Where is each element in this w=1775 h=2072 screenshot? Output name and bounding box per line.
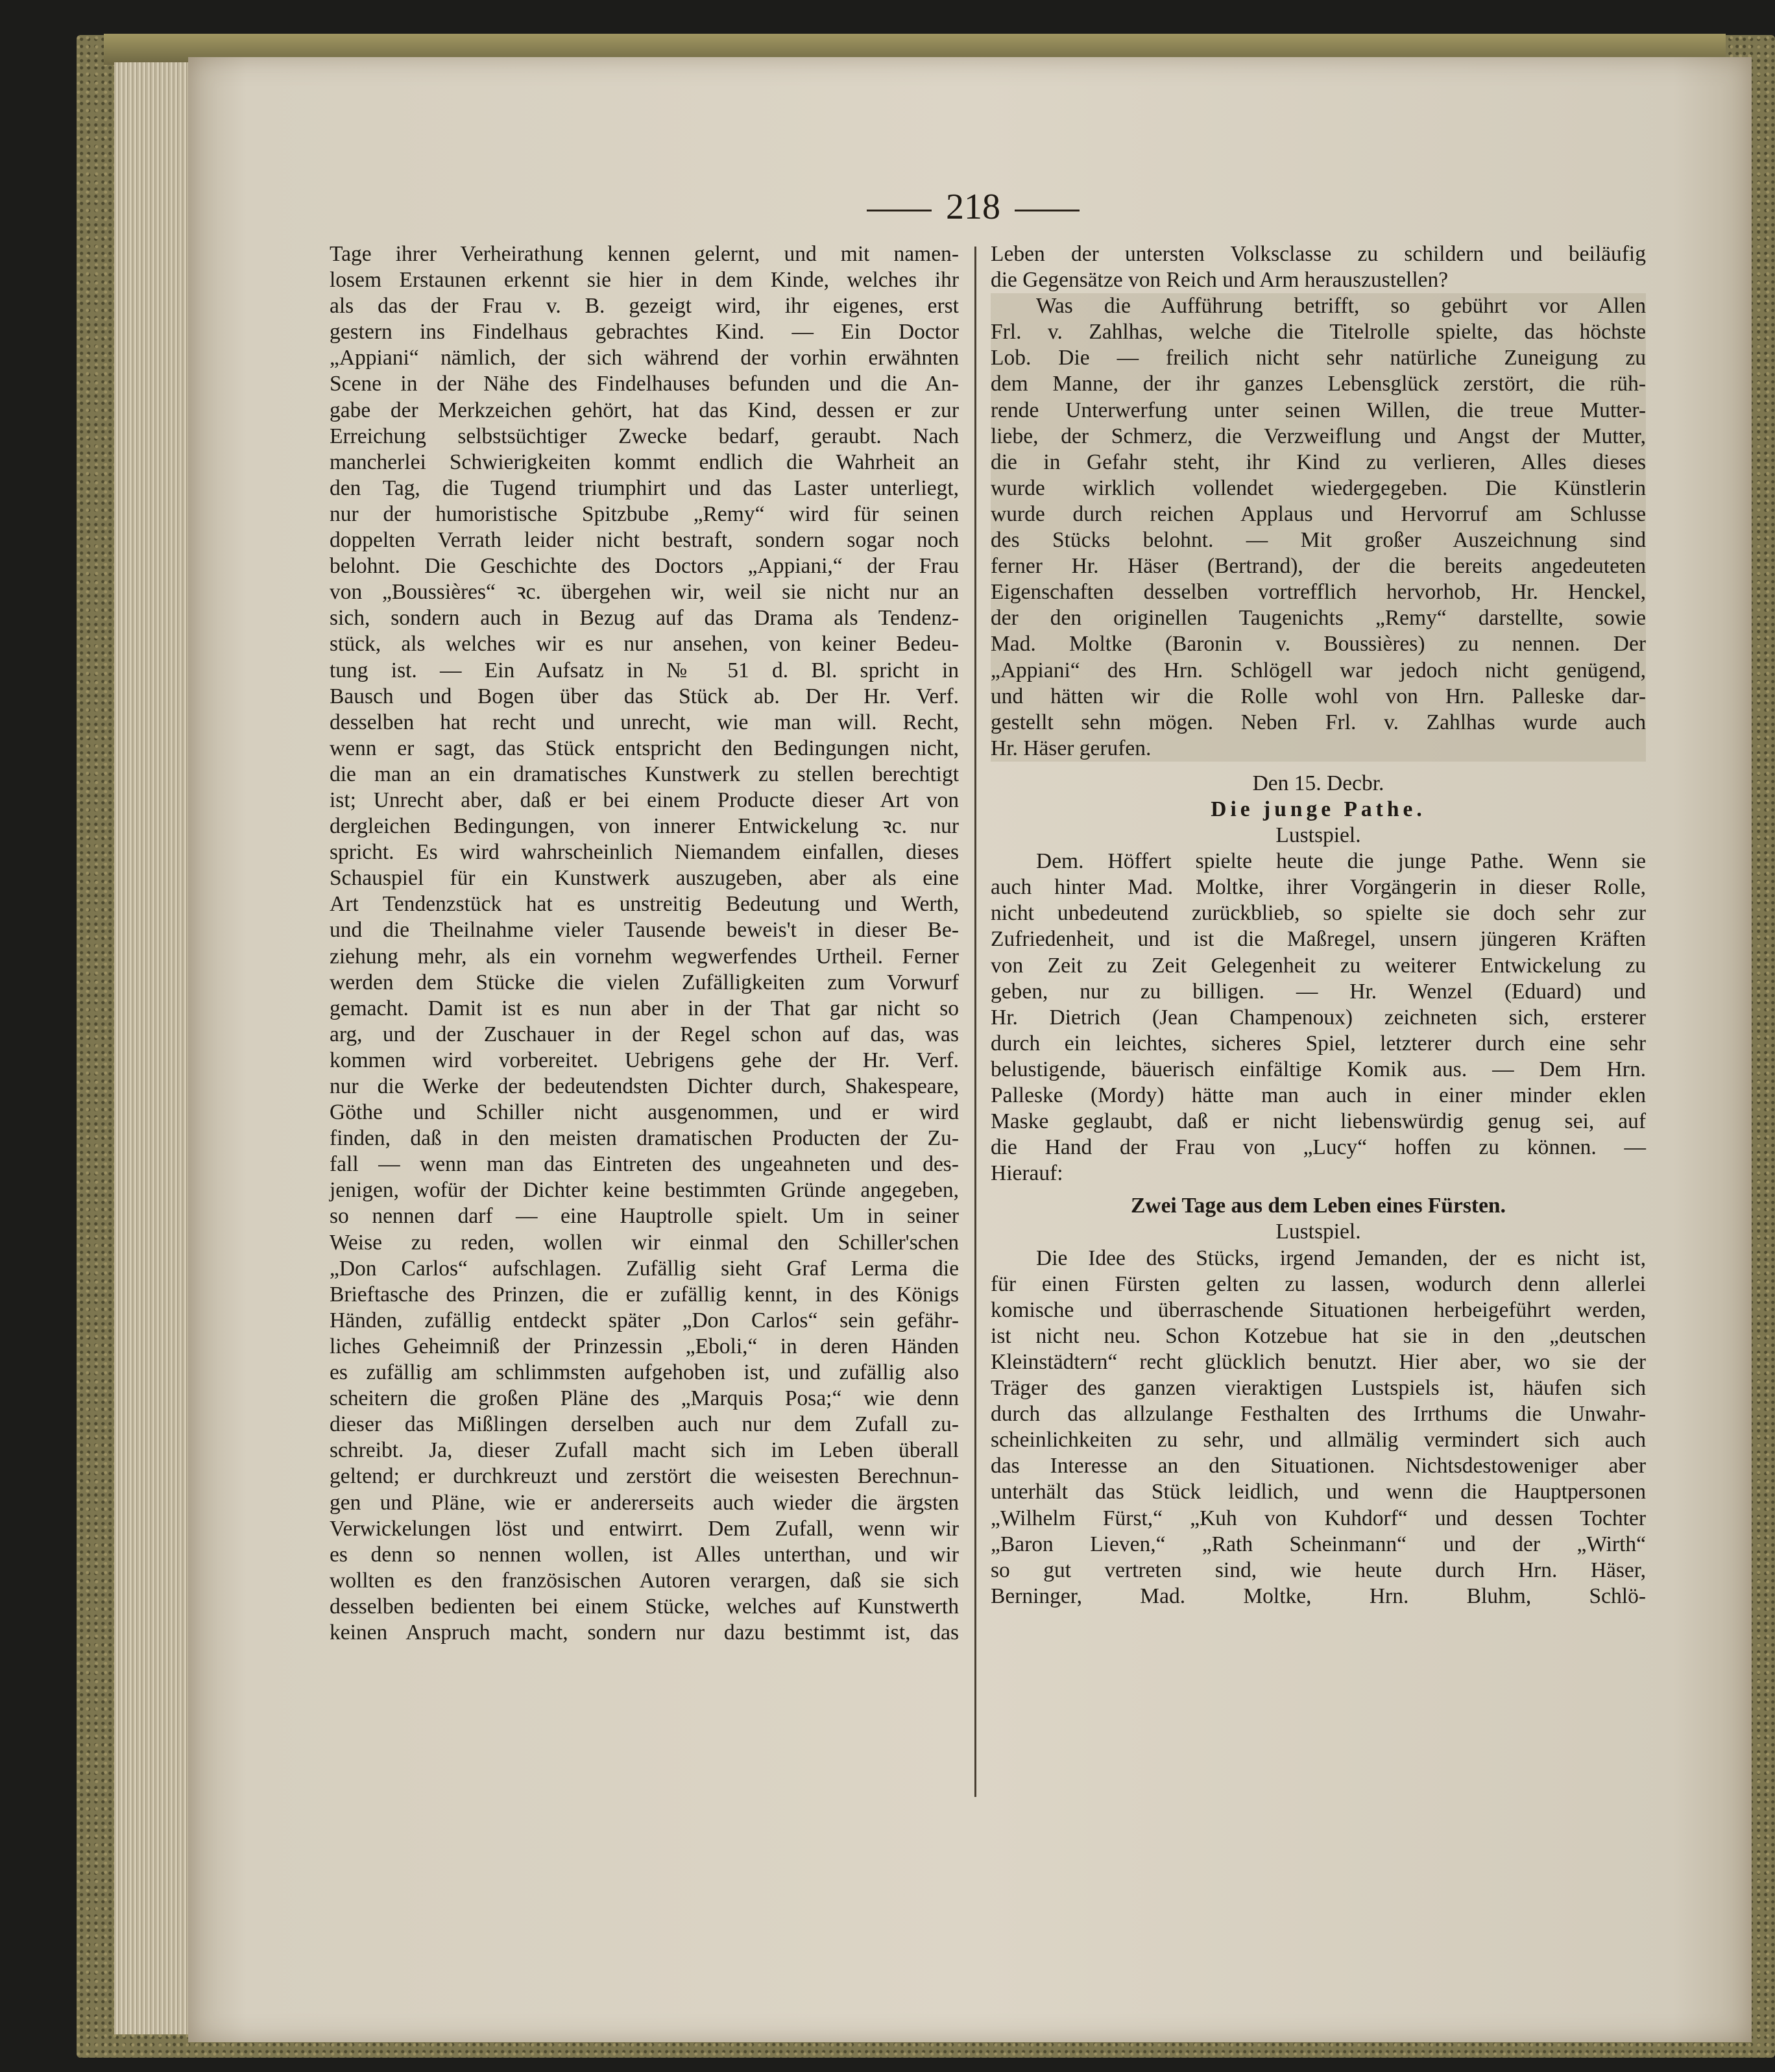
text-line: desselben bedienten bei einem Stücke, welches auf Kunstwerth — [330, 1594, 959, 1619]
text-line: Dem. Höffert spielte heute die junge Pathe. Wenn sie — [1036, 849, 1646, 874]
text-line: finden, daß in den meisten dramatischen Producten der Zu- — [330, 1126, 959, 1151]
text-line: scheitern die großen Pläne des „Marquis Posa;“ wie denn — [330, 1386, 959, 1411]
text-line: Maske geglaubt, daß er nicht liebenswürdig genug sei, auf — [991, 1109, 1646, 1134]
text-line: dieser das Mißlingen derselben auch nur dem Zufall zu- — [330, 1412, 959, 1437]
text-line: „Appiani“ nämlich, der sich während der vorhin erwähnten — [330, 346, 959, 370]
text-line: und hätten wir die Rolle wohl von Hrn. Palleske dar- — [991, 684, 1646, 708]
text-line: die Gegensätze von Reich und Arm herauszustellen? — [991, 268, 1449, 293]
text-line: belustigende, bäuerisch einfältige Komik aus. — Dem Hrn. — [991, 1057, 1646, 1081]
text-line: „Appiani“ des Hrn. Schlögell war jedoch nicht genügend, — [991, 658, 1646, 682]
text-line: gabe der Merkzeichen gehört, hat das Kind, dessen er zur — [330, 398, 959, 422]
text-line: Mad. Moltke (Baronin v. Boussières) zu nennen. Der — [991, 632, 1646, 657]
text-line: Berninger, Mad. Moltke, Hrn. Bluhm, Schlö- — [991, 1584, 1646, 1608]
text-line: Bausch und Bogen über das Stück ab. Der Hr. Verf. — [330, 684, 959, 708]
text-line: so nennen darf — eine Hauptrolle spielt. Um in seiner — [330, 1204, 959, 1229]
date-heading: Den 15. Decbr. — [1252, 771, 1384, 795]
text-line: gestern ins Findelhaus gebrachtes Kind. — Ein Doctor — [330, 320, 959, 344]
page-stack-edge — [114, 62, 192, 2034]
text-line: ziehung mehr, als ein vornehm wegwerfendes Urtheil. Ferner — [330, 944, 959, 969]
text-line: mancherlei Schwierigkeiten kommt endlich die Wahrheit an — [330, 450, 959, 474]
text-line: Hr. Häser gerufen. — [991, 736, 1152, 760]
text-line: kommen wird vorbereitet. Uebrigens gehe der Hr. Verf. — [330, 1048, 959, 1072]
text-line: Göthe und Schiller nicht ausgenommen, und er wird — [330, 1100, 959, 1125]
text-line: rende Unterwerfung unter seinen Willen, die treue Mutter- — [991, 398, 1646, 422]
text-line: Weise zu reden, wollen wir einmal den Schiller'schen — [330, 1230, 959, 1255]
text-line: ist; Unrecht aber, daß er bei einem Producte dieser Art von — [330, 788, 959, 812]
text-line: schreibt. Ja, dieser Zufall macht sich im Leben überall — [330, 1438, 959, 1463]
text-line: das Interesse an den Situationen. Nichtsdestoweniger aber — [991, 1454, 1646, 1478]
text-line: Hierauf: — [991, 1161, 1063, 1186]
text-line: losem Erstaunen erkennt sie hier in dem Kinde, welches ihr — [330, 268, 959, 293]
play1-genre: Lustspiel. — [1275, 823, 1361, 848]
text-line: für einen Fürsten gelten zu lassen, wodurch denn allerlei — [991, 1271, 1646, 1296]
text-line: ist nicht neu. Schon Kotzebue hat sie in den „deutschen — [991, 1323, 1646, 1348]
text-line: ferner Hr. Häser (Bertrand), der die bereits angedeuteten — [991, 554, 1646, 579]
text-line: gestellt sehn mögen. Neben Frl. v. Zahlhas wurde auch — [991, 710, 1646, 734]
page-number-text: 218 — [946, 187, 1000, 227]
text-line: von Zeit zu Zeit Gelegenheit zu weiterer Entwickelung zu — [991, 953, 1646, 978]
page-number — [843, 184, 1103, 230]
text-line: Lob. Die — freilich nicht sehr natürliche Zuneigung zu — [991, 346, 1646, 370]
play2-title: Zwei Tage aus dem Leben eines Fürsten. — [1131, 1194, 1506, 1218]
text-line: Leben der untersten Volksclasse zu schildern und beiläufig — [991, 242, 1646, 266]
text-line: stück, als welches wir es nur ansehen, von keiner Bedeu- — [330, 632, 959, 657]
text-line: es denn so nennen wollen, ist Alles unterthan, und wir — [330, 1542, 959, 1567]
text-line: der den originellen Taugenichts „Remy“ darstellte, sowie — [991, 606, 1646, 631]
text-line: scheinlichkeiten zu sehr, und allmälig vermindert sich auch — [991, 1428, 1646, 1452]
text-line: und die Theilnahme vieler Tausende beweis't in dieser Be- — [330, 918, 959, 943]
text-line: als das der Frau v. B. gezeigt wird, ihr eigenes, erst — [330, 294, 959, 319]
text-line: Art Tendenzstück hat es unstreitig Bedeutung und Werth, — [330, 892, 959, 917]
text-line: fall — wenn man das Eintreten des ungeahneten und des- — [330, 1152, 959, 1177]
text-line: Die Idee des Stücks, irgend Jemanden, der es nicht ist, — [1036, 1246, 1646, 1270]
play2-review — [991, 1246, 1646, 1609]
text-line: gemacht. Damit ist es nun aber in der That gar nicht so — [330, 996, 959, 1020]
text-line: Schauspiel für ein Kunstwerk auszugeben, aber als eine — [330, 866, 959, 891]
text-line: Frl. v. Zahlhas, welche die Titelrolle spielte, das höchste — [991, 320, 1646, 344]
text-line: doppelten Verrath leider nicht bestraft, sondern sogar noch — [330, 528, 959, 553]
text-line: durch ein leichtes, sicheres Spiel, letzterer durch eine sehr — [991, 1031, 1646, 1055]
text-line: dergleichen Bedingungen, von innerer Entwickelung ꝛc. nur — [330, 814, 959, 839]
text-line: belohnt. Die Geschichte des Doctors „Appiani,“ der Frau — [330, 554, 959, 579]
play2-genre: Lustspiel. — [1275, 1220, 1361, 1244]
performance-review — [991, 293, 1646, 762]
play1-title: Die junge Pathe. — [1211, 797, 1426, 821]
text-line: Träger des ganzen vieraktigen Lustspiels ist, häufen sich — [991, 1376, 1646, 1401]
text-line: wenn er sagt, das Stück entspricht den Bedingungen nicht, — [330, 736, 959, 760]
text-line: Zufriedenheit, und ist die Maßregel, unsern jüngeren Kräften — [991, 927, 1646, 952]
text-line: die Hand der Frau von „Lucy“ hoffen zu können. — — [991, 1135, 1646, 1160]
text-line: Kleinstädtern“ recht glücklich benutzt. Hier aber, wo sie der — [991, 1349, 1646, 1374]
text-line: nicht unbedeutend zurückblieb, so spielte sie doch sehr zur — [991, 901, 1646, 926]
text-line: arg, und der Zuschauer in der Regel schon auf das, was — [330, 1022, 959, 1046]
text-line: auch hinter Mad. Moltke, ihrer Vorgängerin in dieser Rolle, — [991, 875, 1646, 900]
text-line: tung ist. — Ein Aufsatz in № 51 d. Bl. spricht in — [330, 658, 959, 682]
text-line: Erreichung selbstsüchtiger Zwecke bedarf, geraubt. Nach — [330, 424, 959, 448]
text-line: so gut vertreten sind, wie heute durch Hrn. Häser, — [991, 1558, 1646, 1582]
text-line: „Baron Lieven,“ „Rath Scheinmann“ und der „Wirth“ — [991, 1532, 1646, 1556]
text-line: wurde durch reichen Applaus und Hervorruf am Schlusse — [991, 501, 1646, 526]
right-dash — [1015, 210, 1080, 211]
text-line: dem Manne, der ihr ganzes Lebensglück zerstört, die rüh- — [991, 372, 1646, 396]
text-line: des Stücks belohnt. — Mit großer Auszeichnung sind — [991, 528, 1646, 553]
text-line: werden dem Stücke die vielen Zufälligkeiten zum Vorwurf — [330, 970, 959, 994]
text-line: es zufällig am schlimmsten aufgehoben ist, und zufällig also — [330, 1360, 959, 1385]
text-line: Was die Aufführung betrifft, so gebührt vor Allen — [1036, 294, 1646, 319]
text-line: sich, sondern auch in Bezug auf das Drama als Tendenz- — [330, 606, 959, 631]
text-line: keinen Anspruch macht, sondern nur dazu bestimmt ist, das — [330, 1620, 959, 1644]
text-line: jenigen, wofür der Dichter keine bestimmten Gründe angegeben, — [330, 1178, 959, 1203]
text-line: unterhält das Stück leidlich, und wenn die Hauptpersonen — [991, 1480, 1646, 1504]
text-line: Scene in der Nähe des Findelhauses befunden und die An- — [330, 372, 959, 396]
text-line: „Wilhelm Fürst,“ „Kuh von Kuhdorf“ und dessen Tochter — [991, 1506, 1646, 1530]
text-line: Hr. Dietrich (Jean Champenoux) zeichneten sich, ersterer — [991, 1005, 1646, 1030]
text-line: geltend; er durchkreuzt und zerstört die weisesten Berechnun- — [330, 1464, 959, 1489]
right-column — [991, 241, 1646, 1609]
text-line: liebe, der Schmerz, die Verzweiflung und Angst der Mutter, — [991, 424, 1646, 448]
text-line: Händen, zufällig entdeckt später „Don Carlos“ sein gefähr- — [330, 1308, 959, 1332]
text-line: durch das allzulange Festhalten des Irrthums die Unwahr- — [991, 1402, 1646, 1427]
text-line: „Don Carlos“ aufschlagen. Zufällig sieht Graf Lerma die — [330, 1256, 959, 1281]
text-line: nur der humoristische Spitzbube „Remy“ wird für seinen — [330, 501, 959, 526]
text-line: die in Gefahr steht, ihr Kind zu verlieren, Alles dieses — [991, 450, 1646, 474]
text-line: desselben hat recht und unrecht, wie man will. Recht, — [330, 710, 959, 734]
text-line: nur die Werke der bedeutendsten Dichter durch, Shakespeare, — [330, 1074, 959, 1098]
left-dash — [867, 210, 932, 211]
text-line: spricht. Es wird wahrscheinlich Niemandem einfallen, dieses — [330, 840, 959, 865]
right-intro — [991, 241, 1646, 293]
text-line: den Tag, die Tugend triumphirt und das Laster unterliegt, — [330, 476, 959, 500]
text-line: Verwickelungen löst und entwirrt. Dem Zufall, wenn wir — [330, 1516, 959, 1541]
column-divider — [974, 247, 976, 1797]
text-line: Tage ihrer Verheirathung kennen gelernt, und mit namen- — [330, 242, 959, 266]
text-line: Brieftasche des Prinzen, die er zufällig kennt, in des Königs — [330, 1282, 959, 1307]
text-line: Palleske (Mordy) hätte man auch in einer minder eklen — [991, 1083, 1646, 1107]
text-line: die man an ein dramatisches Kunstwerk zu stellen berechtigt — [330, 762, 959, 786]
text-line: wurde wirklich vollendet wiedergegeben. Die Künstlerin — [991, 476, 1646, 500]
left-column — [330, 241, 959, 1646]
text-line: von „Boussières“ ꝛc. übergehen wir, weil sie nicht nur an — [330, 580, 959, 605]
text-line: liches Geheimniß der Prinzessin „Eboli,“ in deren Händen — [330, 1334, 959, 1358]
text-line: geben, nur zu billigen. — Hr. Wenzel (Eduard) und — [991, 979, 1646, 1004]
text-line: wollten es den französischen Autoren verargen, daß sie sich — [330, 1568, 959, 1593]
play1-review — [991, 849, 1646, 1187]
text-line: komische und überraschende Situationen herbeigeführt werden, — [991, 1297, 1646, 1322]
text-line: Eigenschaften desselben vortrefflich hervorhob, Hr. Henckel, — [991, 580, 1646, 605]
text-line: gen und Pläne, wie er andererseits auch wieder die ärgsten — [330, 1490, 959, 1515]
